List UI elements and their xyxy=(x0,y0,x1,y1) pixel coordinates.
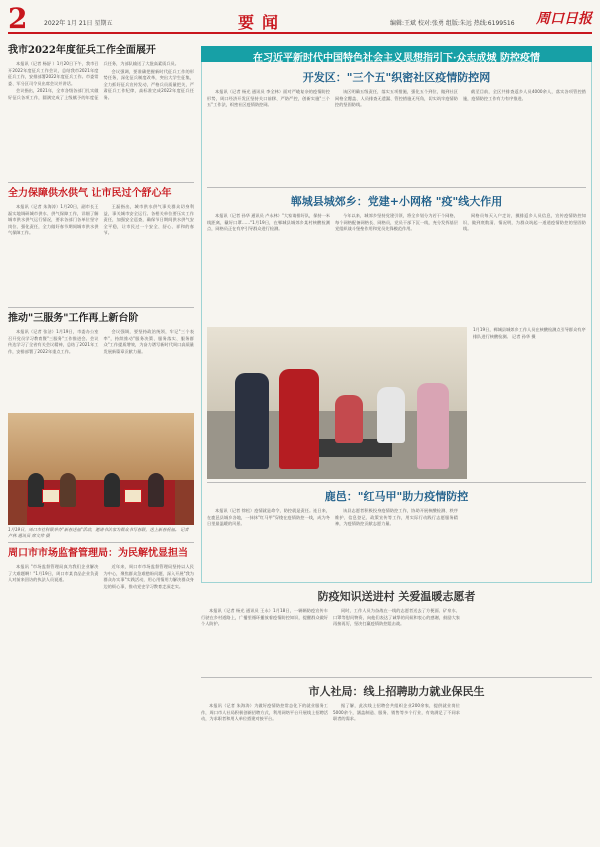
masthead xyxy=(8,2,592,35)
story-luyi xyxy=(207,488,586,578)
page-number: 2 xyxy=(8,2,28,35)
paragraph: 王磊指出，城市供水供气事关群众切身利益，事关城市安全运行。各相关单位要压实工作责任，加强安全巡查，确保节日期间供水供气安全平稳，让市民过一个安全、舒心、祥和的春节。 xyxy=(103,204,194,235)
photo-background xyxy=(8,413,194,480)
photo-person xyxy=(60,473,76,507)
paragraph: 会议指出，2021年，全市各级各部门扎实做好征兵各项工作，圆满完成了上级赋予的年度征兵任务，为部队输送了大批高素质兵员。 xyxy=(8,61,179,100)
paragraph: 会议强调，要坚持政治统领，牢记"三个表率"，持续推动"服务决策、服务落实、服务群众"工作提质增效，为奋力谱写新时代周口高质量发展新篇章贡献力量。 xyxy=(103,329,194,354)
article-title: 周口市市场监督管理局：为民解忧显担当 xyxy=(8,548,188,559)
article-market-supervision xyxy=(8,547,194,714)
paragraph: 本报讯（记者 杨光 通讯员 李全林）面对严峻复杂的疫情防控形势，周口经济开发区坚持关口前移、严防严控，创新实施"三个五"工作法，织密社区疫情防控网。 xyxy=(207,89,330,107)
paragraph: 本报讯（记者 朱海涛）1月20日，副市长王磊实地调研城市供水、供气保障工作，详细了解城市供水供气运行情况，要求各部门各单位坚守岗位、强化责任，全力做好春节期间城市供水供气保障工作。 xyxy=(8,204,99,235)
story-title: 防疫知识送进村 关爱温暖志愿者 xyxy=(317,590,476,603)
paragraph: 本报讯（记者 孙华 通讯员 卢永林）"大家请排好队，保持一米线距离，戴好口罩……"1月19日，在郸城县城郊乡某村核酸检测点，网格员正在有序引导群众进行检测。 xyxy=(207,213,330,231)
article-title: 推动"三服务"工作再上新台阶 xyxy=(8,313,139,324)
nucleic-test-photo xyxy=(207,327,467,479)
paragraph: 据了解，此次线上招聘会共组织企业200余家，提供就业岗位5000余个，涵盖制造、服务、销售等多个行业，有效满足了不同求职者的需求。 xyxy=(333,703,460,721)
photo-caption: 1月19日，周口市社科联举办"新春送福"活动，邀请书法家为群众书写春联，送上新春祝福。 记者 卢林 通讯员 席文伟 摄 xyxy=(8,527,189,538)
story-title: 郸城县城郊乡：党建+小网格 "疫"线大作用 xyxy=(290,195,503,208)
paragraph: 截至目前，全区共排查返乡人员4000余人，落实各项管控措施，疫情防控工作有力有序推进。 xyxy=(463,89,586,101)
paragraph: 本报讯（记者 杨光 通讯员 王永）1月18日，一辆辆防疫宣传车行驶在乡村道路上，广播里循环播放着疫情防控知识，提醒群众做好个人防护。 xyxy=(201,608,328,626)
photo-person xyxy=(104,473,120,507)
article-title: 我市2022年度征兵工作全面展开 xyxy=(8,45,156,56)
article-title: 全力保障供水供气 让市民过个舒心年 xyxy=(8,188,172,199)
paragraph: 该区明确五级责任，落实五项措施，强化五个到位，做到社区网格全覆盖、人员排查无遗漏、管控措施无死角，切实筑牢疫情防控的坚固防线。 xyxy=(335,89,458,107)
photo-person xyxy=(335,395,363,443)
paragraph: 同时，工作人员为奋战在一线的志愿者送去了方便面、矿泉水、口罩等慰问物资，向他们表达了诚挚的问候和衷心的感谢，鼓励大家再接再厉，坚决打赢疫情防控阻击战。 xyxy=(333,608,460,626)
editor-credits: 编辑:王斌 校对:张勇 组版:朱远 热线:6199516 xyxy=(390,20,515,27)
photo-row xyxy=(207,327,586,479)
section-title: 要闻 xyxy=(238,13,287,32)
story-body xyxy=(201,608,592,674)
story-dancheng xyxy=(207,193,586,479)
left-column xyxy=(8,40,194,840)
story-title: 鹿邑："红马甲"助力疫情防控 xyxy=(324,490,469,503)
paragraph: 今年以来，城郊乡坚持党建引领，将全乡划分为若干个网格，每个网格配备网格长、网格员，党员干部下沉一线，充分发挥基层党组织战斗堡垒作用和党员先锋模范作用。 xyxy=(335,213,458,231)
divider xyxy=(8,182,194,183)
photo-person xyxy=(417,383,449,469)
issue-date: 2022年 1月 21日 星期五 xyxy=(44,20,113,27)
article-body xyxy=(8,61,194,179)
paragraph: 本报讯（记者 徐松）疫情就是命令，防控就是责任。连日来，在鹿邑县城乡各地，一抹抹"红马甲"穿梭在疫情防控一线，成为冬日里最温暖的风景。 xyxy=(207,508,330,526)
paragraph: 网格员每天入户走访，摸排返乡人员信息，宣传疫情防控知识，做到底数清、情况明，为群众筑起一道道疫情防控的坚固防线。 xyxy=(463,213,586,231)
epidemic-feature-box xyxy=(201,62,592,583)
divider xyxy=(8,542,194,543)
story-title: 市人社局：线上招聘助力就业保民生 xyxy=(308,685,485,698)
banner-text: 在习近平新时代中国特色社会主义思想指引下·众志成城 防控疫情 xyxy=(253,53,540,64)
newspaper-logo: 周口日报 xyxy=(536,11,592,27)
paragraph: 会议强调，要准确把握新时代征兵工作的形势任务，深化征兵制度改革，突出大学生征集，全力抓好征兵宣传发动，严格兵员质量把关，严肃征兵工作纪律，高标准完成2022年度征兵任务。 xyxy=(103,68,194,100)
spring-festival-photo xyxy=(8,413,194,525)
divider xyxy=(207,187,586,188)
divider xyxy=(8,307,194,308)
story-hr-bureau xyxy=(201,683,592,769)
story-body xyxy=(201,703,592,769)
right-column xyxy=(201,40,592,840)
story-title: 开发区："三个五"织密社区疫情防控网 xyxy=(302,71,491,84)
article-three-services xyxy=(8,312,194,411)
divider xyxy=(201,677,592,678)
photo-person xyxy=(148,473,164,507)
medical-worker xyxy=(377,387,405,443)
story-body xyxy=(207,508,586,578)
story-development-zone xyxy=(207,69,586,184)
article-water-gas xyxy=(8,187,194,304)
paragraph: 本报讯 "市场监督管理局真为我们企业解决了大难题啊！"1月19日，周口市某食品企业负责人对前来回访的执法人员说道。 xyxy=(8,564,99,582)
paragraph: 本报讯（记者 杨舒 ）1月20日下午，我市召开2022年度征兵工作会议，总结我市2021年度征兵工作，安排部署2022年度征兵工作。市委常委、军分区司令员出席会议并讲话。 xyxy=(8,61,99,86)
paragraph: 近年来，周口市市场监督管理局坚持以人民为中心，聚焦群众急难愁盼问题，深入开展"我为群众办实事"实践活动，用心用情用力解决群众身边的烦心事，推动党史学习教育走深走实。 xyxy=(103,564,194,589)
special-topic-banner xyxy=(201,46,592,62)
story-body xyxy=(207,213,586,323)
photo-person xyxy=(235,373,269,469)
story-body xyxy=(207,89,586,184)
photo-caption: 1月19日，郸城县城郊乡工作人员在核酸检测点引导群众有序排队进行核酸检测。 记者 孙华 摄 xyxy=(473,327,586,339)
paragraph: 本报讯（记者 朱海涛）为做好疫情防控常态化下的就业服务工作，周口市人社局积极创新招聘方式，利用网络平台开展线上招聘活动，为求职者和用人单位搭建对接平台。 xyxy=(201,703,328,721)
couplet-sign xyxy=(124,489,142,503)
article-body xyxy=(8,564,194,714)
paragraph: 该县志愿者积极投身疫情防控工作，协助开展核酸检测、秩序维护、信息登记、政策宣传等工作，用实际行动践行志愿服务精神，为疫情防控贡献志愿力量。 xyxy=(335,508,458,526)
article-body xyxy=(8,204,194,304)
volunteer-red-vest xyxy=(279,369,319,469)
article-body xyxy=(8,329,194,411)
article-conscription xyxy=(8,44,194,179)
paragraph: 本报讯（记者 张洁）1月19日，市委办公室召开党员学习教育暨"三服务"工作推进会。会议传达学习了全省有关会议精神，总结了2021年工作，安排部署了2022年重点工作。 xyxy=(8,329,99,354)
divider xyxy=(207,482,586,483)
couplet-sign xyxy=(42,489,60,503)
story-knowledge-village xyxy=(201,588,592,674)
